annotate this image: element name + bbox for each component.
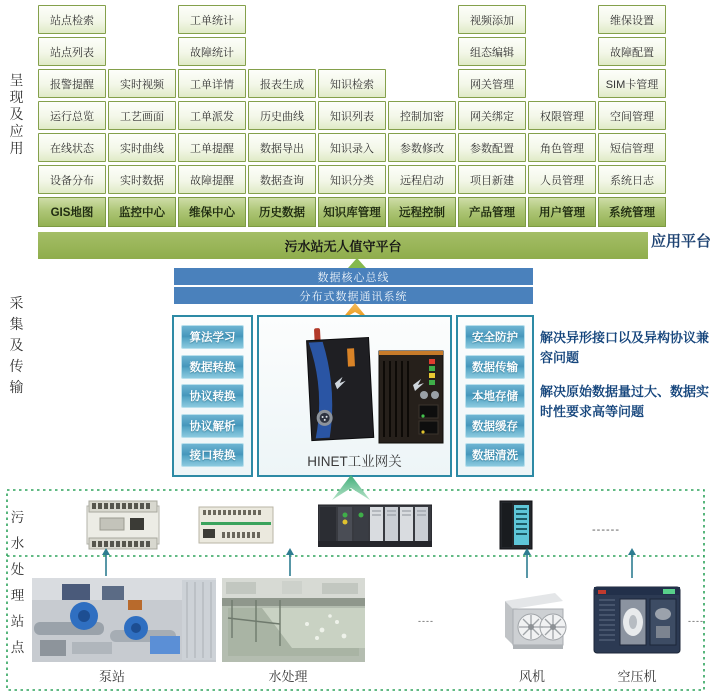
- gateway-right-functions: [456, 315, 534, 477]
- app-feature-button[interactable]: 报警提醒: [38, 69, 106, 98]
- app-grid-column-9: [598, 5, 666, 227]
- app-category-button[interactable]: 产品管理: [458, 197, 526, 227]
- app-category-button[interactable]: 远程控制: [388, 197, 456, 227]
- gateway-function-button[interactable]: 协议转换: [181, 384, 244, 408]
- section-label-collection: 采集及传输: [9, 295, 24, 395]
- platform-bar: 污水站无人值守平台: [38, 232, 648, 259]
- app-grid-column-5: [318, 69, 386, 227]
- app-grid-column-3: [178, 5, 246, 227]
- app-feature-button[interactable]: 数据导出: [248, 133, 316, 162]
- gateway-function-button[interactable]: 数据缓存: [465, 414, 525, 438]
- app-feature-button[interactable]: 实时曲线: [108, 133, 176, 162]
- up-arrow-green-large-icon: [332, 475, 370, 500]
- up-arrow-teal-icon: [627, 548, 637, 578]
- app-feature-button[interactable]: 维保设置: [598, 5, 666, 34]
- gateway-note-2: 解决原始数据量过大、数据实时性要求高等问题: [540, 384, 710, 420]
- gateway-function-button[interactable]: 安全防护: [465, 325, 525, 349]
- app-grid-column-6: [388, 101, 456, 227]
- app-feature-button[interactable]: 组态编辑: [458, 37, 526, 66]
- photo-label-compressor: 空压机: [617, 669, 657, 684]
- app-feature-button[interactable]: 工艺画面: [108, 101, 176, 130]
- app-feature-button[interactable]: 工单详情: [178, 69, 246, 98]
- gateway-function-button[interactable]: 数据传输: [465, 355, 525, 379]
- app-feature-button[interactable]: 视频添加: [458, 5, 526, 34]
- pump-station-photo: [32, 578, 216, 662]
- app-feature-button[interactable]: 设备分布: [38, 165, 106, 194]
- app-feature-button[interactable]: 工单派发: [178, 101, 246, 130]
- plc-ellipsis: ------: [592, 524, 620, 536]
- app-feature-button[interactable]: 站点检索: [38, 5, 106, 34]
- up-arrow-green-small-icon: [348, 258, 366, 268]
- plc-rack-image: [318, 503, 432, 547]
- gateway-device-label: HINET工业网关: [307, 454, 402, 469]
- app-category-button[interactable]: 维保中心: [178, 197, 246, 227]
- plc-compact-image: [86, 500, 160, 550]
- distributed-comm-bar: 分布式数据通讯系统: [174, 287, 533, 304]
- app-feature-button[interactable]: 故障提醒: [178, 165, 246, 194]
- app-category-button[interactable]: GIS地图: [38, 197, 106, 227]
- water-treatment-photo: [222, 578, 365, 662]
- gateway-function-button[interactable]: 数据转换: [181, 355, 244, 379]
- app-feature-button[interactable]: 项目新建: [458, 165, 526, 194]
- app-grid-column-2: [108, 69, 176, 227]
- app-feature-button[interactable]: 知识录入: [318, 133, 386, 162]
- app-feature-button[interactable]: SIM卡管理: [598, 69, 666, 98]
- app-feature-button[interactable]: 参数修改: [388, 133, 456, 162]
- app-feature-button[interactable]: 知识分类: [318, 165, 386, 194]
- gateway-panel: [257, 315, 452, 477]
- app-feature-button[interactable]: 故障统计: [178, 37, 246, 66]
- app-category-button[interactable]: 监控中心: [108, 197, 176, 227]
- plc-slim-image: [198, 506, 274, 544]
- app-feature-button[interactable]: 短信管理: [598, 133, 666, 162]
- photo-ellipsis-left: ----: [418, 616, 434, 626]
- gateway-function-button[interactable]: 接口转换: [181, 443, 244, 467]
- app-grid-column-8: [528, 101, 596, 227]
- photo-label-fan: 风机: [518, 669, 545, 684]
- app-feature-button[interactable]: 网关绑定: [458, 101, 526, 130]
- photo-label-pump-station: 泵站: [98, 669, 125, 684]
- app-feature-button[interactable]: 历史曲线: [248, 101, 316, 130]
- gateway-left-functions: [172, 315, 253, 477]
- app-feature-button[interactable]: 报表生成: [248, 69, 316, 98]
- gateway-function-button[interactable]: 协议解析: [181, 414, 244, 438]
- hinet-gateway-device-image: [261, 321, 452, 451]
- up-arrow-teal-icon: [285, 548, 295, 576]
- app-feature-button[interactable]: 在线状态: [38, 133, 106, 162]
- photo-ellipsis-right: ----: [688, 616, 704, 626]
- app-category-button[interactable]: 历史数据: [248, 197, 316, 227]
- app-feature-button[interactable]: 远程启动: [388, 165, 456, 194]
- app-grid-column-1: [38, 5, 106, 227]
- photo-label-water-treatment: 水处理: [268, 669, 308, 684]
- app-feature-button[interactable]: 站点列表: [38, 37, 106, 66]
- app-feature-button[interactable]: 运行总览: [38, 101, 106, 130]
- section-label-station: 污水处理站点: [10, 510, 25, 655]
- app-category-button[interactable]: 系统管理: [598, 197, 666, 227]
- app-feature-button[interactable]: 知识列表: [318, 101, 386, 130]
- app-feature-button[interactable]: 控制加密: [388, 101, 456, 130]
- app-feature-button[interactable]: 故障配置: [598, 37, 666, 66]
- gateway-function-button[interactable]: 数据清洗: [465, 443, 525, 467]
- app-feature-button[interactable]: 实时视频: [108, 69, 176, 98]
- data-core-bus-bar: 数据核心总线: [174, 268, 533, 285]
- app-category-button[interactable]: 知识库管理: [318, 197, 386, 227]
- app-feature-button[interactable]: 权限管理: [528, 101, 596, 130]
- app-feature-button[interactable]: 实时数据: [108, 165, 176, 194]
- app-grid: [38, 5, 666, 227]
- application-platform-label: 应用平台: [651, 233, 711, 250]
- plc-siemens-image: [499, 500, 533, 550]
- gateway-function-button[interactable]: 本地存储: [465, 384, 525, 408]
- air-compressor-photo: [593, 584, 681, 655]
- app-feature-button[interactable]: 数据查询: [248, 165, 316, 194]
- fan-unit-photo: [497, 589, 567, 652]
- app-grid-column-7: [458, 5, 526, 227]
- up-arrow-teal-icon: [522, 548, 532, 578]
- app-feature-button[interactable]: 工单提醒: [178, 133, 246, 162]
- app-feature-button[interactable]: 角色管理: [528, 133, 596, 162]
- app-grid-column-4: [248, 69, 316, 227]
- gateway-note-1: 解决异形接口以及异构协议兼容问题: [540, 330, 710, 366]
- app-feature-button[interactable]: 系统日志: [598, 165, 666, 194]
- app-feature-button[interactable]: 工单统计: [178, 5, 246, 34]
- app-category-button[interactable]: 用户管理: [528, 197, 596, 227]
- app-feature-button[interactable]: 参数配置: [458, 133, 526, 162]
- section-label-presentation: 呈现及应用: [9, 72, 24, 156]
- app-feature-button[interactable]: 网关管理: [458, 69, 526, 98]
- app-feature-button[interactable]: 空间管理: [598, 101, 666, 130]
- app-feature-button[interactable]: 知识检索: [318, 69, 386, 98]
- app-feature-button[interactable]: 人员管理: [528, 165, 596, 194]
- up-arrow-teal-icon: [101, 548, 111, 576]
- gateway-function-button[interactable]: 算法学习: [181, 325, 244, 349]
